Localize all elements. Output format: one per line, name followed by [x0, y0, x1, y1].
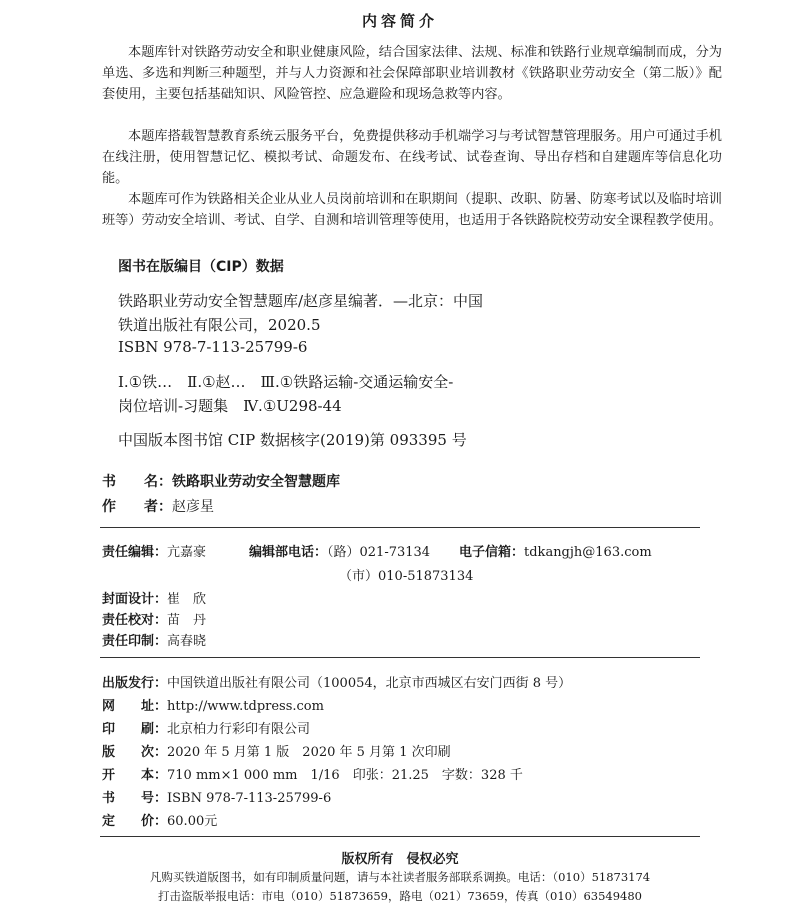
- pub-row: [102, 764, 523, 783]
- pub-label: 开 本：: [102, 768, 168, 783]
- pub-row: [102, 718, 310, 737]
- summary-paragraph-3: 本题库可作为铁路相关企业从业人员岗前培训和在职期间（提职、改职、防暑、防寒考试以及临时培训班等）劳动安全培训、考试、自学、自测和培训管理等使用，也适用于各铁路院校劳动安全课程教学使用。: [102, 192, 722, 228]
- pub-label: 印 刷：: [102, 722, 168, 737]
- divider: [100, 527, 700, 528]
- book-title-value: 铁路职业劳动安全智慧题库: [172, 474, 340, 490]
- pub-label: 定 价：: [102, 814, 168, 829]
- email-row: [459, 541, 652, 560]
- pub-row: [102, 672, 571, 691]
- pub-label: 版 次：: [102, 745, 168, 760]
- phone-road: （路）021-73134: [327, 545, 431, 560]
- email-label: 电子信箱：: [459, 545, 525, 560]
- email-value: tdkangjh@163.com: [524, 545, 652, 560]
- copyright-notice: 版权所有 侵权必究: [341, 852, 459, 867]
- print-value: 高春晓: [167, 634, 207, 649]
- phone-city: （市）010-51873134: [339, 569, 474, 584]
- editor-label: 责任编辑：: [102, 545, 168, 560]
- copyright-line: 凡购买铁道版图书，如有印制质量问题，请与本社读者服务部联系调换。电话：（010）51873174: [149, 870, 651, 884]
- book-author-label: 作 者：: [102, 499, 172, 515]
- pub-value: 中国铁道出版社有限公司（100054，北京市西城区右安门西街 8 号）: [167, 676, 572, 691]
- pub-label: 书 号：: [102, 791, 168, 806]
- pub-row: [102, 741, 451, 760]
- summary-paragraph-2: 本题库搭载智慧教育系统云服务平台，免费提供移动手机端学习与考试智慧管理服务。用户可通过手机在线注册，使用智慧记忆、模拟考试、命题发布、在线考试、试卷查询、导出存档和自建题库等信息化功能。: [102, 129, 722, 186]
- cip-line: 铁路职业劳动安全智慧题库/赵彦星编著．—北京：中国: [118, 292, 484, 310]
- cip-line: 岗位培训-习题集 Ⅳ.①U298-44: [118, 397, 342, 415]
- cip-line: 铁道出版社有限公司，2020.5: [118, 316, 321, 334]
- editor-row: [102, 541, 206, 560]
- summary-title: 内容简介: [361, 12, 438, 30]
- pub-label: 网 址：: [102, 699, 168, 714]
- pub-value: ISBN 978-7-113-25799-6: [167, 791, 332, 806]
- pub-label: 出版发行：: [102, 676, 168, 691]
- divider: [100, 657, 700, 658]
- pub-row: [102, 787, 331, 806]
- phone-row: [249, 541, 430, 560]
- print-label: 责任印制：: [102, 634, 168, 649]
- cip-line: ISBN 978-7-113-25799-6: [118, 338, 308, 356]
- cip-line: 中国版本图书馆 CIP 数据核字(2019)第 093395 号: [118, 431, 467, 449]
- cover-row: [102, 588, 206, 607]
- phone-label: 编辑部电话：: [249, 545, 328, 560]
- cip-heading: 图书在版编目（CIP）数据: [118, 259, 284, 275]
- proof-row: [102, 609, 206, 628]
- cover-label: 封面设计：: [102, 592, 168, 607]
- print-row: [102, 630, 206, 649]
- cover-value: 崔 欣: [167, 592, 207, 607]
- book-author-row: [102, 496, 214, 516]
- cip-line: Ⅰ.①铁… Ⅱ.①赵… Ⅲ.①铁路运输-交通运输安全-: [118, 373, 454, 391]
- editor-value: 亢嘉豪: [167, 545, 207, 560]
- divider: [100, 836, 700, 837]
- proof-label: 责任校对：: [102, 613, 168, 628]
- pub-value: 北京柏力行彩印有限公司: [167, 722, 311, 737]
- book-title-row: [102, 471, 340, 491]
- pub-row: [102, 695, 324, 714]
- pub-value: 60.00元: [167, 814, 218, 829]
- pub-value: 710 mm×1 000 mm 1/16 印张：21.25 字数：328 千: [167, 768, 523, 783]
- pub-value: 2020 年 5 月第 1 版 2020 年 5 月第 1 次印刷: [167, 745, 451, 760]
- copyright-line: 打击盗版举报电话：市电（010）51873659，路电（021）73659，传真（010）63549480: [158, 889, 642, 903]
- pub-row: [102, 810, 217, 829]
- website-link[interactable]: http://www.tdpress.com: [167, 699, 324, 714]
- summary-paragraph-1: 本题库针对铁路劳动安全和职业健康风险，结合国家法律、法规、标准和铁路行业规章编制而成，分为单选、多选和判断三种题型，并与人力资源和社会保障部职业培训教材《铁路职业劳动安全（第二版）》配套使用，主要包括基础知识、风险管控、应急避险和现场急救等内容。: [102, 45, 722, 102]
- book-author-value: 赵彦星: [172, 499, 214, 515]
- book-title-label: 书 名：: [102, 474, 172, 490]
- proof-value: 苗 丹: [167, 613, 207, 628]
